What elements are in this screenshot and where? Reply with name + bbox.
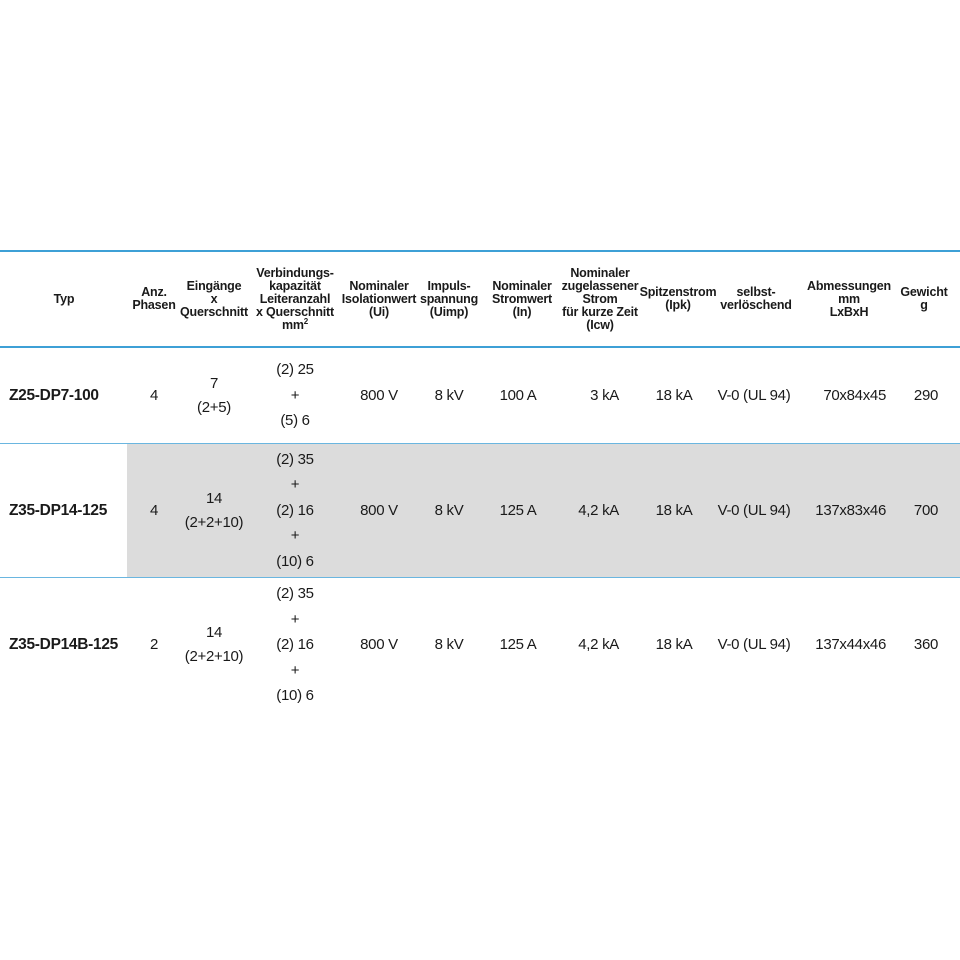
header-line: (In) bbox=[512, 304, 532, 319]
header-line: Nominaler bbox=[570, 265, 630, 280]
cell-text: 18 kA bbox=[655, 386, 693, 404]
cell-kurz bbox=[557, 444, 619, 577]
header-strom bbox=[486, 252, 558, 346]
cell-phasen bbox=[128, 348, 180, 443]
cell-text: 3 kA bbox=[590, 386, 619, 404]
header-line: Gewicht bbox=[900, 285, 948, 299]
header-line: Strom bbox=[582, 291, 618, 306]
cell-text: 125 A bbox=[499, 501, 537, 519]
cell-text: V-0 (UL 94) bbox=[717, 386, 791, 404]
header-line: verlöschend bbox=[720, 298, 792, 312]
cell-text: 4,2 kA bbox=[578, 501, 619, 519]
cell-isolation bbox=[340, 348, 418, 443]
cell-text: 290 bbox=[913, 386, 939, 404]
cell-typ bbox=[9, 348, 124, 443]
header-line: Impuls- bbox=[427, 278, 471, 293]
header-line: zugelassener bbox=[561, 278, 639, 293]
cell-gewicht bbox=[900, 444, 952, 577]
cell-text: 800 V bbox=[360, 386, 398, 404]
cell-line: (10) 6 bbox=[276, 552, 314, 570]
header-kurz bbox=[557, 252, 643, 346]
cell-abmessung bbox=[800, 348, 886, 443]
cell-text: 137x83x46 bbox=[815, 501, 886, 519]
header-unit-line bbox=[281, 316, 309, 332]
header-typ-label: Typ bbox=[53, 291, 75, 306]
header-selbst bbox=[716, 252, 796, 346]
cell-text: 125 A bbox=[499, 636, 537, 653]
cell-phasen bbox=[128, 444, 180, 577]
cell-line: 14 bbox=[205, 489, 223, 507]
cell-text: Z35-DP14-125 bbox=[9, 501, 108, 519]
cell-text: 8 kV bbox=[434, 501, 464, 519]
header-line: selbst- bbox=[736, 285, 776, 299]
header-line: Spitzenstrom bbox=[639, 285, 717, 299]
header-isolation bbox=[340, 252, 418, 346]
cell-line: (10) 6 bbox=[276, 687, 314, 705]
cell-phasen bbox=[128, 578, 180, 712]
header-phasen bbox=[128, 252, 180, 346]
cell-line: (2+2+10) bbox=[184, 513, 244, 531]
header-unit-sup: 2 bbox=[303, 316, 309, 326]
cell-verbindung bbox=[251, 444, 339, 577]
header-line: Nominaler bbox=[349, 278, 409, 293]
cell-strom bbox=[486, 444, 550, 577]
header-line: kapazität bbox=[269, 278, 321, 293]
header-spitze bbox=[636, 252, 720, 346]
header-line: LxBxH bbox=[829, 304, 869, 319]
cell-text: 360 bbox=[913, 636, 939, 653]
header-line: Stromwert bbox=[491, 291, 553, 306]
cell-eingaenge bbox=[175, 348, 253, 443]
cell-line: 14 bbox=[205, 624, 223, 641]
header-line: Querschnitt bbox=[180, 304, 248, 319]
header-eingaenge bbox=[175, 252, 253, 346]
header-line: Leiteranzahl bbox=[259, 291, 331, 306]
cell-text: 137x44x46 bbox=[815, 636, 886, 653]
cell-line: (2) 16 bbox=[276, 636, 314, 654]
cell-typ bbox=[9, 444, 124, 577]
cell-abmessung bbox=[800, 444, 886, 577]
header-line: mm bbox=[838, 291, 860, 306]
cell-text: 700 bbox=[913, 501, 939, 519]
cell-line: (2) 35 bbox=[276, 450, 314, 468]
header-line: x bbox=[210, 291, 218, 306]
cell-isolation bbox=[340, 444, 418, 577]
cell-text: 4 bbox=[149, 501, 159, 519]
cell-selbst bbox=[710, 444, 798, 577]
cell-line: + bbox=[290, 610, 300, 628]
cell-line: + bbox=[290, 386, 300, 404]
header-line: Abmessungen bbox=[807, 278, 891, 293]
cell-line: + bbox=[290, 527, 300, 545]
cell-line: (2) 35 bbox=[276, 585, 314, 603]
cell-selbst bbox=[710, 578, 798, 712]
cell-strom bbox=[486, 578, 550, 712]
cell-text: 2 bbox=[149, 636, 159, 653]
cell-strom bbox=[486, 348, 550, 443]
cell-text: 18 kA bbox=[655, 636, 693, 653]
cell-impuls bbox=[418, 444, 480, 577]
cell-selbst bbox=[710, 348, 798, 443]
cell-gewicht bbox=[900, 578, 952, 712]
cell-spitze bbox=[636, 578, 712, 712]
cell-line: + bbox=[290, 476, 300, 494]
cell-text: 70x84x45 bbox=[823, 386, 886, 404]
cell-spitze bbox=[636, 444, 712, 577]
cell-text: V-0 (UL 94) bbox=[717, 636, 791, 653]
header-typ bbox=[20, 252, 108, 346]
cell-gewicht bbox=[900, 348, 952, 443]
header-line: (Uimp) bbox=[429, 304, 469, 319]
cell-text: 800 V bbox=[360, 636, 398, 653]
cell-typ bbox=[9, 578, 124, 712]
header-line: Nominaler bbox=[492, 278, 552, 293]
cell-text: 800 V bbox=[360, 501, 398, 519]
cell-verbindung bbox=[251, 348, 339, 443]
cell-text: 100 A bbox=[499, 386, 537, 404]
cell-kurz bbox=[557, 578, 619, 712]
cell-text: 4,2 kA bbox=[578, 636, 619, 653]
cell-impuls bbox=[418, 578, 480, 712]
cell-line: (2) 25 bbox=[276, 361, 314, 379]
header-line: Anz. bbox=[141, 285, 167, 299]
header-line: Eingänge bbox=[186, 278, 242, 293]
cell-text: V-0 (UL 94) bbox=[717, 501, 791, 519]
cell-line: (2+5) bbox=[197, 398, 231, 416]
header-line: Isolationwert bbox=[341, 291, 417, 306]
header-line: Phasen bbox=[132, 298, 176, 312]
cell-impuls bbox=[418, 348, 480, 443]
header-line: (Icw) bbox=[586, 317, 614, 332]
cell-line: (2+2+10) bbox=[184, 648, 244, 665]
cell-line: 7 bbox=[209, 374, 219, 392]
cell-line: + bbox=[290, 661, 300, 679]
cell-isolation bbox=[340, 578, 418, 712]
header-impuls bbox=[418, 252, 480, 346]
header-line: (Ipk) bbox=[665, 298, 691, 312]
cell-line: (2) 16 bbox=[276, 501, 314, 519]
cell-kurz bbox=[557, 348, 619, 443]
header-verbindung bbox=[251, 252, 339, 346]
cell-eingaenge bbox=[175, 444, 253, 577]
cell-text: 4 bbox=[149, 386, 159, 404]
cell-abmessung bbox=[800, 578, 886, 712]
cell-verbindung bbox=[251, 578, 339, 712]
header-line: spannung bbox=[419, 291, 479, 306]
header-line: x Querschnitt bbox=[256, 304, 334, 319]
cell-text: 8 kV bbox=[434, 386, 464, 404]
cell-text: Z25-DP7-100 bbox=[9, 386, 99, 404]
header-line: Verbindungs- bbox=[256, 265, 334, 280]
cell-text: 18 kA bbox=[655, 501, 693, 519]
header-line: (Ui) bbox=[368, 304, 390, 319]
cell-text: Z35-DP14B-125 bbox=[9, 636, 118, 653]
header-line: für kurze Zeit bbox=[562, 304, 638, 319]
cell-line: (5) 6 bbox=[280, 412, 310, 430]
header-abmessung bbox=[803, 252, 895, 346]
header-line: g bbox=[920, 298, 928, 312]
cell-eingaenge bbox=[175, 578, 253, 712]
cell-spitze bbox=[636, 348, 712, 443]
cell-text: 8 kV bbox=[434, 636, 464, 653]
header-unit: mm bbox=[281, 317, 304, 332]
header-gewicht bbox=[896, 252, 952, 346]
